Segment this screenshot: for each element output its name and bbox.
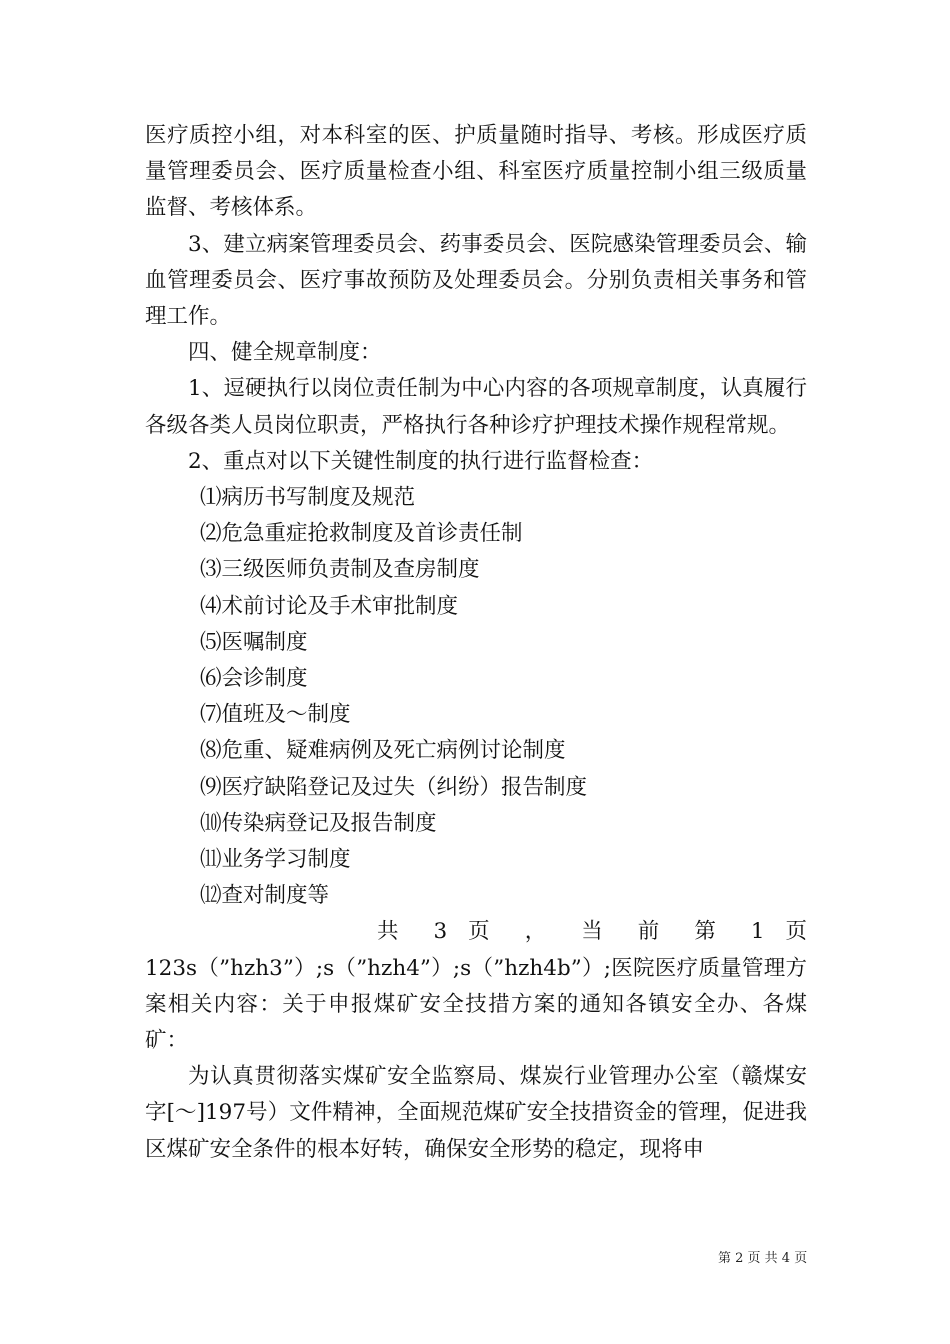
list-item: ⑽传染病登记及报告制度 bbox=[200, 810, 437, 836]
paragraph-responsibility-system: 1、逗硬执行以岗位责任制为中心内容的各项规章制度，认真履行各级各类人员岗位职责，严格执行各种诊疗护理技术操作规程常规。 bbox=[145, 376, 807, 438]
page-counter: 共 3 页 ， 当 前 第 1 页 bbox=[377, 919, 807, 945]
list-item: ⑼医疗缺陷登记及过失（纠纷）报告制度 bbox=[200, 774, 588, 800]
page-footer: 第 2 页 共 4 页 bbox=[718, 1251, 808, 1266]
list-item: ⑶三级医师负责制及查房制度 bbox=[200, 557, 480, 583]
list-item: ⑸医嘱制度 bbox=[200, 629, 308, 655]
paragraph-quality-control: 医疗质控小组，对本科室的医、护质量随时指导、考核。形成医疗质量管理委员会、医疗质量检查小组、科室医疗质量控制小组三级质量监督、考核体系。 bbox=[145, 123, 807, 221]
list-item: ⑿查对制度等 bbox=[200, 883, 330, 909]
list-item: ⑺值班及～制度 bbox=[200, 702, 351, 728]
list-item: ⑷术前讨论及手术审批制度 bbox=[200, 593, 459, 619]
list-item: ⑻危重、疑难病例及死亡病例讨论制度 bbox=[200, 738, 566, 764]
paragraph-related-content: 123s（”hzh3”）;s（”hzh4”）;s（”hzh4b”）;医院医疗质量管理方案相关内容：关于申报煤矿安全技措方案的通知各镇安全办、各煤矿： bbox=[145, 955, 807, 1054]
list-item: ⑴病历书写制度及规范 bbox=[200, 485, 416, 511]
paragraph-key-systems: 2、重点对以下关键性制度的执行进行监督检查： bbox=[188, 448, 654, 474]
document-body bbox=[145, 118, 807, 1168]
section-heading-regulations: 四、健全规章制度： bbox=[188, 340, 382, 366]
paragraph-coal-mine-safety: 为认真贯彻落实煤矿安全监察局、煤炭行业管理办公室（赣煤安字[～]197号）文件精神，全面规范煤矿安全技措资金的管理，促进我区煤矿安全条件的根本好转，确保安全形势的稳定，现将申 bbox=[145, 1064, 807, 1162]
list-item: ⑵危急重症抢救制度及首诊责任制 bbox=[200, 521, 523, 547]
list-item: ⑹会诊制度 bbox=[200, 666, 308, 692]
regulation-list bbox=[145, 480, 807, 914]
paragraph-committees: 3、建立病案管理委员会、药事委员会、医院感染管理委员会、输血管理委员会、医疗事故预防及处理委员会。分别负责相关事务和管理工作。 bbox=[145, 231, 807, 330]
list-item: ⑾业务学习制度 bbox=[200, 847, 351, 873]
